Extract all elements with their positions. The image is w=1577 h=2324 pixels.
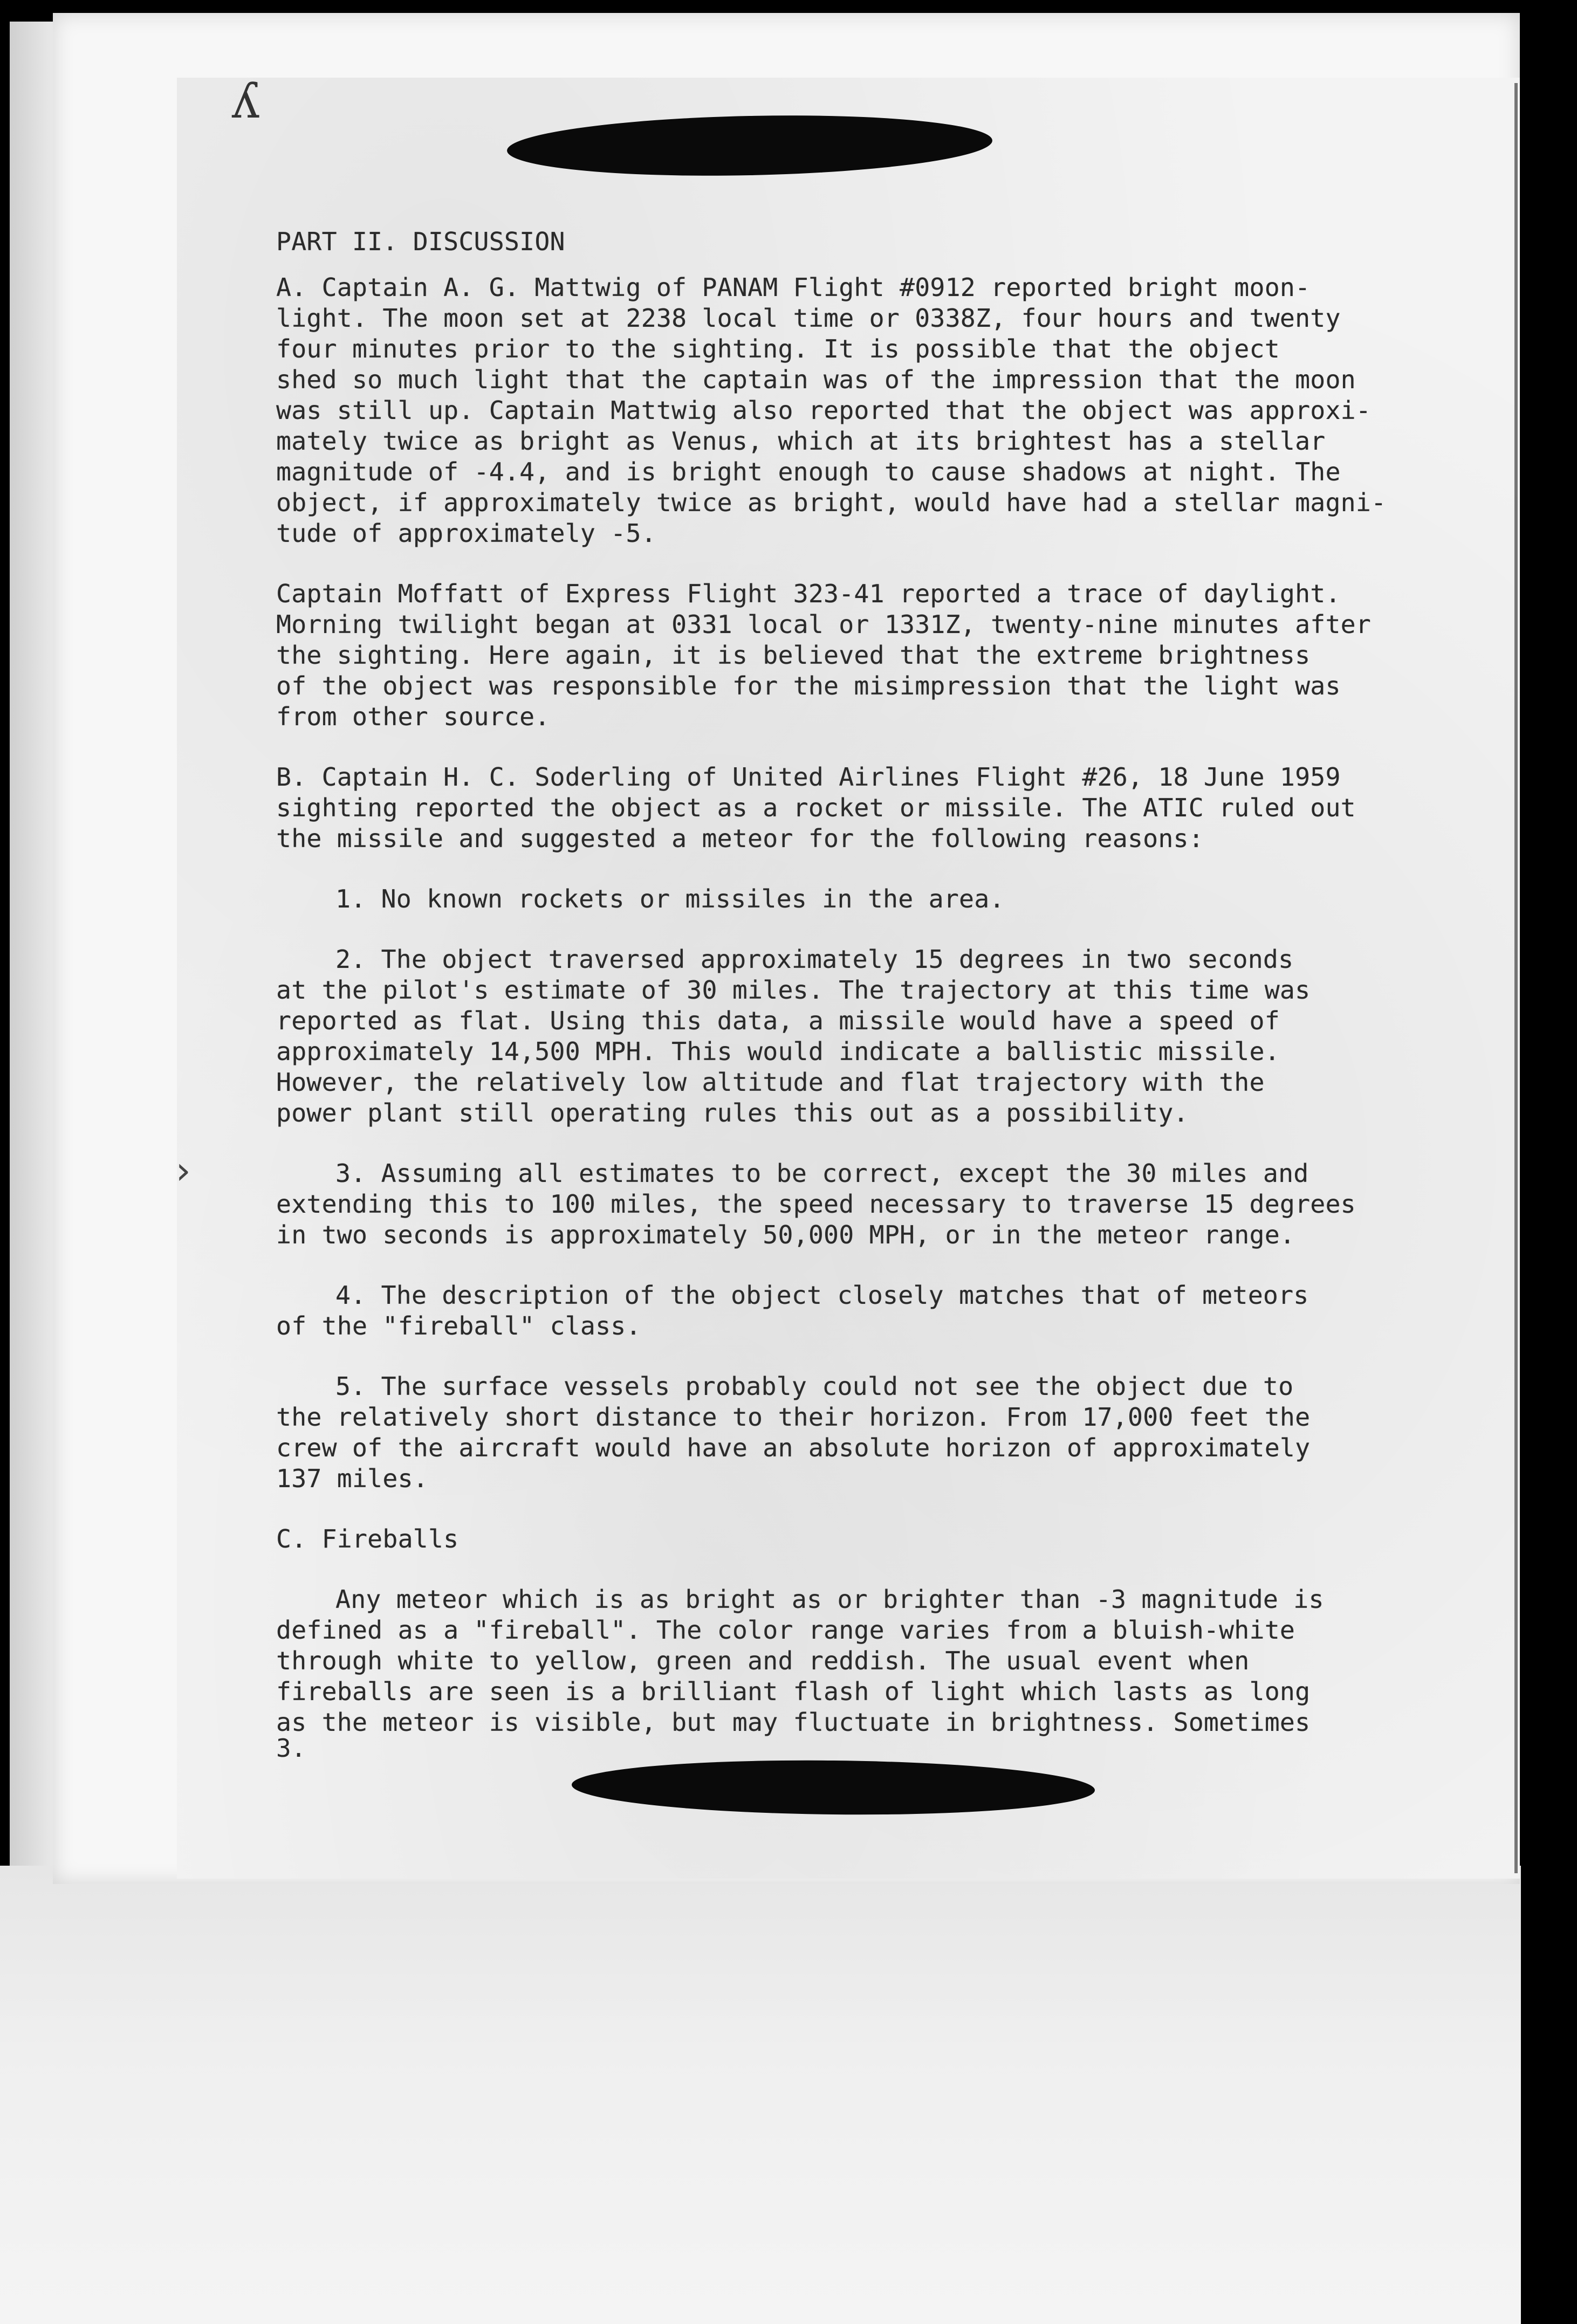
scan-frame-bottom xyxy=(0,1866,1577,2324)
text-line: Any meteor which is as bright as or brighter than -3 magnitude is xyxy=(335,1585,1324,1614)
margin-tick-icon: › xyxy=(172,1149,195,1193)
text-line: 5. The surface vessels probably could not see the object due to xyxy=(335,1372,1294,1401)
page-edge-line xyxy=(1514,83,1518,1873)
section-c-heading: C. Fireballs xyxy=(276,1524,459,1553)
text-line: four minutes prior to the sighting. It is possible that the object xyxy=(276,334,1280,363)
text-line: in two seconds is approximately 50,000 MPH, or in the meteor range. xyxy=(276,1220,1295,1249)
text-line: of the object was responsible for the misimpression that the light was xyxy=(276,671,1341,700)
text-line: 2. The object traversed approximately 15 degrees in two seconds xyxy=(335,945,1294,974)
page-number: 3. xyxy=(276,1734,306,1763)
text-line: 1. No known rockets or missiles in the area. xyxy=(335,884,1005,913)
text-line: at the pilot's estimate of 30 miles. The trajectory at this time was xyxy=(276,975,1311,1005)
text-line: approximately 14,500 MPH. This would indicate a ballistic missile. xyxy=(276,1037,1280,1066)
section-c xyxy=(276,1584,1344,1738)
text-line: of the "fireball" class. xyxy=(276,1311,641,1340)
reason-3 xyxy=(276,1158,1356,1250)
text-line: the missile and suggested a meteor for the following reasons: xyxy=(276,824,1204,853)
text-line: as the meteor is visible, but may fluctuate in brightness. Sometimes xyxy=(276,1708,1311,1737)
text-line: object, if approximately twice as bright, would have had a stellar magni- xyxy=(276,488,1387,517)
text-line: sighting reported the object as a rocket or missile. The ATIC ruled out xyxy=(276,793,1356,822)
text-line: light. The moon set at 2238 local time or 0338Z, four hours and twenty xyxy=(276,304,1341,333)
text-line: B. Captain H. C. Soderling of United Airlines Flight #26, 18 June 1959 xyxy=(276,762,1341,792)
reason-1 xyxy=(276,884,1344,915)
text-line: from other source. xyxy=(276,702,550,731)
reason-2 xyxy=(276,944,1344,1129)
text-line: fireballs are seen is a brilliant flash of light which lasts as long xyxy=(276,1677,1311,1706)
text-line: extending this to 100 miles, the speed necessary to traverse 15 degrees xyxy=(276,1189,1356,1219)
text-line: was still up. Captain Mattwig also reported that the object was approxi- xyxy=(276,396,1372,425)
text-line: mately twice as bright as Venus, which at its brightest has a stellar xyxy=(276,427,1326,456)
text-line: defined as a "fireball". The color range varies from a bluish-white xyxy=(276,1615,1295,1645)
text-line: A. Captain A. G. Mattwig of PANAM Flight #0912 reported bright moon- xyxy=(276,273,1311,302)
text-line: power plant still operating rules this out as a possibility. xyxy=(276,1098,1189,1127)
text-line: Morning twilight began at 0331 local or 1331Z, twenty-nine minutes after xyxy=(276,610,1372,639)
text-line: 3. Assuming all estimates to be correct, except the 30 miles and xyxy=(335,1159,1309,1188)
text-line: crew of the aircraft would have an absolute horizon of approximately xyxy=(276,1433,1311,1462)
text-line: shed so much light that the captain was of the impression that the moon xyxy=(276,365,1356,394)
section-a-continued xyxy=(276,579,1372,732)
reason-5 xyxy=(276,1371,1344,1494)
page-heading: PART II. DISCUSSION xyxy=(276,227,565,256)
document-text xyxy=(276,226,1387,1738)
scan-frame-right xyxy=(1521,0,1577,2324)
text-line: through white to yellow, green and reddish. The usual event when xyxy=(276,1646,1250,1675)
section-b xyxy=(276,762,1356,854)
reason-4 xyxy=(276,1280,1344,1342)
text-line: 137 miles. xyxy=(276,1464,428,1493)
text-line: 4. The description of the object closely matches that of meteors xyxy=(335,1281,1309,1310)
handwritten-mark-icon: ʎ xyxy=(232,73,259,129)
section-a xyxy=(276,272,1387,549)
text-line: However, the relatively low altitude and flat trajectory with the xyxy=(276,1068,1265,1097)
text-line: Captain Moffatt of Express Flight 323-41 reported a trace of daylight. xyxy=(276,579,1341,608)
text-line: magnitude of -4.4, and is bright enough to cause shadows at night. The xyxy=(276,457,1341,486)
text-line: the relatively short distance to their horizon. From 17,000 feet the xyxy=(276,1402,1311,1432)
text-line: tude of approximately -5. xyxy=(276,519,656,548)
text-line: reported as flat. Using this data, a missile would have a speed of xyxy=(276,1006,1280,1035)
text-line: the sighting. Here again, it is believed that the extreme brightness xyxy=(276,641,1311,670)
